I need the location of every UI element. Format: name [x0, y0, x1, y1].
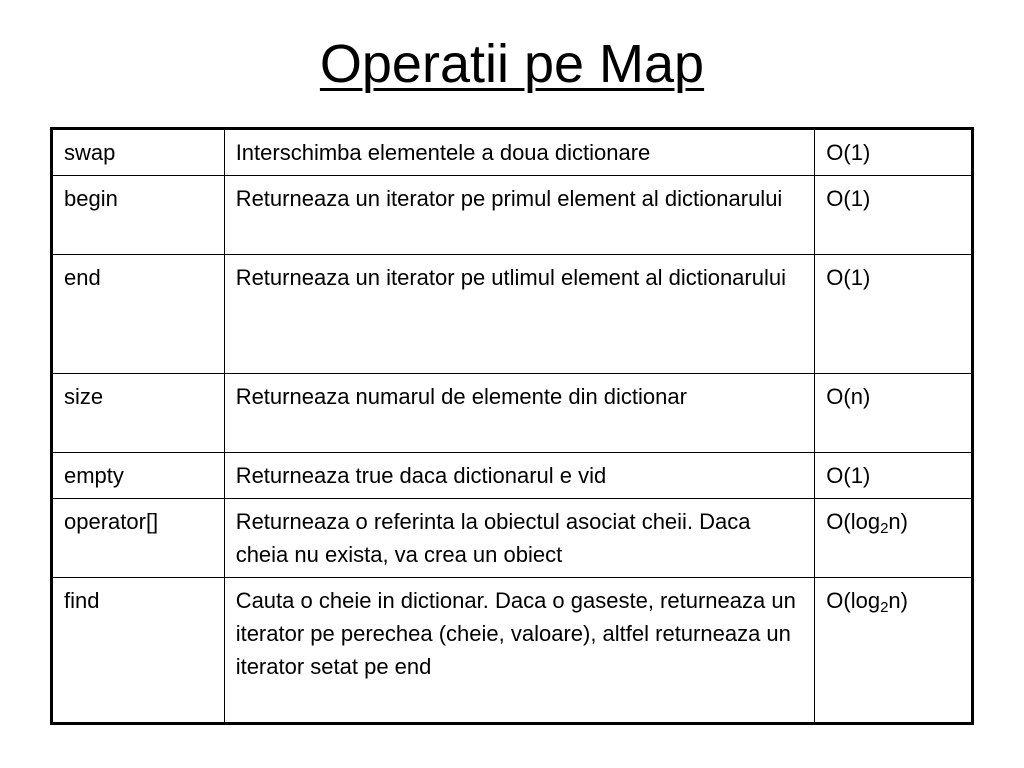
- operation-cell: find: [52, 578, 225, 724]
- complexity-cell: $O(\log_2n)$: [815, 578, 973, 724]
- table-row: [52, 129, 973, 176]
- operation-cell: size: [52, 374, 225, 453]
- table-row: [52, 176, 973, 255]
- table-row: [52, 453, 973, 499]
- complexity-cell: O(n): [815, 374, 973, 453]
- operations-table: [50, 127, 974, 725]
- slide-title: [0, 28, 1024, 100]
- operation-cell: swap: [52, 129, 225, 176]
- slide-title-text: Operatii pe Map: [319, 34, 705, 94]
- description-cell: Cauta o cheie in dictionar. Daca o gaseste, returneaza un iterator pe perechea (cheie, valoare), altfel returneaza un iterator setat pe end: [224, 578, 815, 724]
- description-cell: Returneaza un iterator pe utlimul element al dictionarului: [224, 255, 815, 374]
- description-cell: Returneaza un iterator pe primul element al dictionarului: [224, 176, 815, 255]
- description-cell: Returneaza true daca dictionarul e vid: [224, 453, 815, 499]
- complexity-cell: $O(\log_2n)$: [815, 499, 973, 578]
- table-row: [52, 374, 973, 453]
- operation-cell: empty: [52, 453, 225, 499]
- operation-cell: operator[]: [52, 499, 225, 578]
- description-cell: Returneaza numarul de elemente din dictionar: [224, 374, 815, 453]
- complexity-cell: O(1): [815, 453, 973, 499]
- table-row: [52, 255, 973, 374]
- operation-cell: end: [52, 255, 225, 374]
- complexity-cell: O(1): [815, 255, 973, 374]
- description-cell: Interschimba elementele a doua dictionare: [224, 129, 815, 176]
- complexity-cell: O(1): [815, 176, 973, 255]
- table-row: [52, 499, 973, 578]
- table-row: [52, 578, 973, 724]
- operation-cell: begin: [52, 176, 225, 255]
- description-cell: Returneaza o referinta la obiectul asociat cheii. Daca cheia nu exista, va crea un obiect: [224, 499, 815, 578]
- complexity-cell: O(1): [815, 129, 973, 176]
